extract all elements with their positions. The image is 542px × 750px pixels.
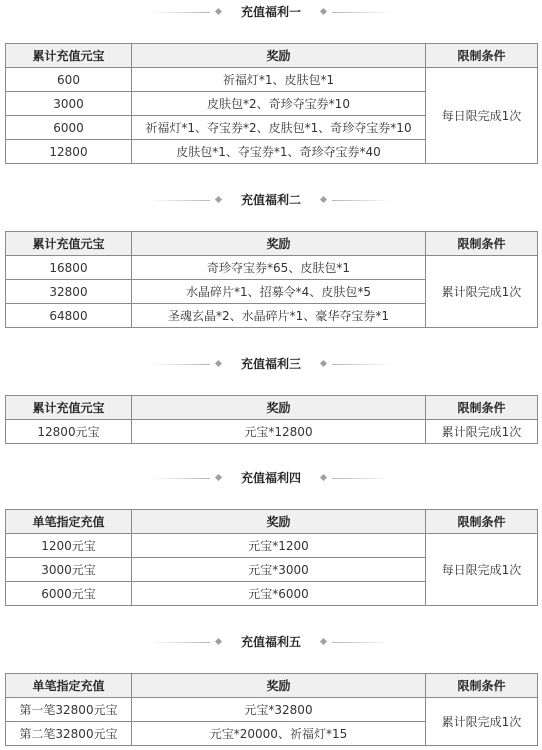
reward-cell: 元宝*32800 <box>132 698 426 722</box>
amount-cell: 6000元宝 <box>6 582 132 606</box>
section-title <box>0 188 542 212</box>
diamond-icon <box>215 638 222 645</box>
section-benefit-5 <box>0 630 542 741</box>
diamond-icon <box>215 360 222 367</box>
column-header: 奖励 <box>132 674 426 698</box>
column-header: 累计充值元宝 <box>6 44 132 68</box>
table-row <box>6 698 538 722</box>
section-title-text: 充值福利五 <box>240 635 301 649</box>
amount-cell: 3000元宝 <box>6 558 132 582</box>
amount-cell: 第二笔32800元宝 <box>6 722 132 746</box>
title-divider-right <box>332 364 392 365</box>
column-header: 累计充值元宝 <box>6 396 132 420</box>
reward-cell: 祈福灯*1、夺宝券*2、皮肤包*1、奇珍夺宝券*10 <box>132 116 426 140</box>
column-header: 奖励 <box>132 510 426 534</box>
limit-cell: 每日限完成1次 <box>426 68 538 164</box>
diamond-icon <box>215 8 222 15</box>
amount-cell: 3000 <box>6 92 132 116</box>
diamond-icon <box>215 196 222 203</box>
column-header: 限制条件 <box>426 396 538 420</box>
diamond-icon <box>320 8 327 15</box>
section-title <box>0 352 542 376</box>
reward-cell: 皮肤包*1、夺宝券*1、奇珍夺宝券*40 <box>132 140 426 164</box>
section-title-text: 充值福利一 <box>240 5 301 19</box>
table-header-row <box>6 674 538 698</box>
amount-cell: 32800 <box>6 280 132 304</box>
benefit-table <box>5 509 538 606</box>
title-divider-left <box>150 12 210 13</box>
amount-cell: 16800 <box>6 256 132 280</box>
column-header: 单笔指定充值 <box>6 674 132 698</box>
column-header: 单笔指定充值 <box>6 510 132 534</box>
reward-cell: 元宝*3000 <box>132 558 426 582</box>
limit-cell: 累计限完成1次 <box>426 698 538 746</box>
column-header: 限制条件 <box>426 510 538 534</box>
section-title <box>0 466 542 490</box>
diamond-icon <box>320 638 327 645</box>
amount-cell: 1200元宝 <box>6 534 132 558</box>
amount-cell: 6000 <box>6 116 132 140</box>
column-header: 奖励 <box>132 44 426 68</box>
diamond-icon <box>320 196 327 203</box>
column-header: 奖励 <box>132 232 426 256</box>
section-benefit-4 <box>0 466 542 601</box>
diamond-icon <box>215 474 222 481</box>
benefit-table <box>5 395 538 444</box>
title-divider-left <box>150 642 210 643</box>
title-divider-left <box>150 200 210 201</box>
limit-cell: 每日限完成1次 <box>426 534 538 606</box>
reward-cell: 元宝*6000 <box>132 582 426 606</box>
section-title <box>0 0 542 24</box>
section-benefit-2 <box>0 188 542 323</box>
reward-cell: 元宝*12800 <box>132 420 426 444</box>
title-divider-right <box>332 12 392 13</box>
table-row <box>6 68 538 92</box>
benefit-table <box>5 43 538 164</box>
reward-cell: 元宝*1200 <box>132 534 426 558</box>
section-benefit-3 <box>0 352 542 439</box>
amount-cell: 64800 <box>6 304 132 328</box>
column-header: 限制条件 <box>426 232 538 256</box>
reward-cell: 水晶碎片*1、招募令*4、皮肤包*5 <box>132 280 426 304</box>
column-header: 累计充值元宝 <box>6 232 132 256</box>
table-header-row <box>6 232 538 256</box>
diamond-icon <box>320 474 327 481</box>
table-row <box>6 256 538 280</box>
section-benefit-1 <box>0 0 542 159</box>
reward-cell: 祈福灯*1、皮肤包*1 <box>132 68 426 92</box>
amount-cell: 600 <box>6 68 132 92</box>
table-header-row <box>6 510 538 534</box>
table-row <box>6 534 538 558</box>
amount-cell: 第一笔32800元宝 <box>6 698 132 722</box>
benefit-table <box>5 231 538 328</box>
section-title <box>0 630 542 654</box>
section-title-text: 充值福利三 <box>240 357 301 371</box>
amount-cell: 12800元宝 <box>6 420 132 444</box>
table-header-row <box>6 44 538 68</box>
section-title-text: 充值福利二 <box>240 193 301 207</box>
column-header: 限制条件 <box>426 674 538 698</box>
title-divider-right <box>332 642 392 643</box>
amount-cell: 12800 <box>6 140 132 164</box>
title-divider-right <box>332 200 392 201</box>
diamond-icon <box>320 360 327 367</box>
table-header-row <box>6 396 538 420</box>
title-divider-left <box>150 478 210 479</box>
reward-cell: 圣魂玄晶*2、水晶碎片*1、豪华夺宝券*1 <box>132 304 426 328</box>
reward-cell: 元宝*20000、祈福灯*15 <box>132 722 426 746</box>
reward-cell: 皮肤包*2、奇珍夺宝券*10 <box>132 92 426 116</box>
reward-cell: 奇珍夺宝券*65、皮肤包*1 <box>132 256 426 280</box>
section-title-text: 充值福利四 <box>240 471 301 485</box>
column-header: 奖励 <box>132 396 426 420</box>
column-header: 限制条件 <box>426 44 538 68</box>
limit-cell: 累计限完成1次 <box>426 420 538 444</box>
title-divider-left <box>150 364 210 365</box>
table-row <box>6 420 538 444</box>
benefit-table <box>5 673 538 746</box>
title-divider-right <box>332 478 392 479</box>
limit-cell: 累计限完成1次 <box>426 256 538 328</box>
